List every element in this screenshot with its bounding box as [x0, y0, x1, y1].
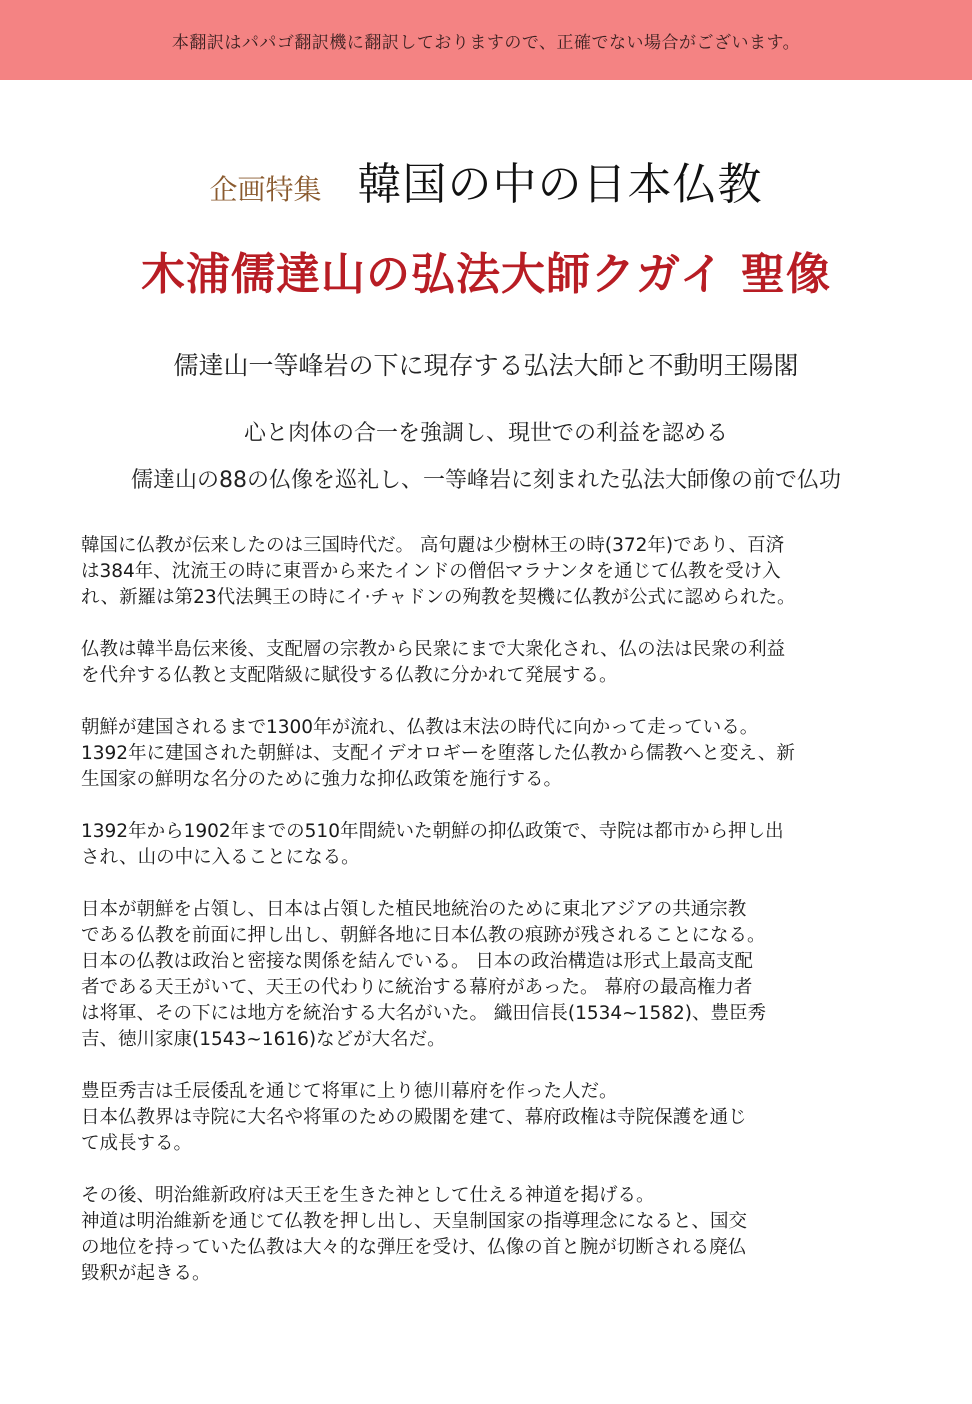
paragraph-line: は384年、沈流王の時に東晋から来たインドの僧侶マラナンタを通じて仏教を受け入: [81, 561, 781, 582]
series-title: 韓国の中の日本仏教: [357, 159, 763, 210]
paragraph-line: 韓国に仏教が伝来したのは三国時代だ。 高句麗は少樹林王の時(372年)であり、百済: [81, 535, 785, 556]
paragraph-line: 日本の仏教は政治と密接な関係を結んでいる。 日本の政治構造は形式上最高支配: [81, 951, 753, 972]
article-paragraph: [81, 637, 893, 689]
paragraph-line: 朝鮮が建国されるまで1300年が流れ、仏教は末法の時代に向かって走っている。: [81, 717, 759, 738]
paragraph-line: 仏教は韓半島伝来後、支配層の宗教から民衆にまで大衆化され、仏の法は民衆の利益: [81, 639, 786, 660]
paragraph-line: 1392年から1902年までの510年間続いた朝鮮の抑仏政策で、寺院は都市から押し出: [81, 821, 784, 842]
article-paragraph: [81, 897, 893, 1053]
paragraph-line: 日本が朝鮮を占領し、日本は占領した植民地統治のために東北アジアの共通宗教: [81, 899, 747, 920]
paragraph-line: され、山の中に入ることになる。: [81, 847, 360, 868]
article-body: [81, 533, 893, 1313]
paragraph-line: その後、明治維新政府は天王を生きた神として仕える神道を掲げる。: [81, 1185, 655, 1206]
paragraph-line: 毀釈が起きる。: [81, 1263, 211, 1284]
article-paragraph: [81, 533, 893, 611]
article-paragraph: [81, 715, 893, 793]
paragraph-line: 生国家の鮮明な名分のために強力な抑仏政策を施行する。: [81, 769, 563, 790]
translation-notice-banner: [0, 0, 972, 80]
series-header: [0, 148, 972, 212]
article-title: 木浦儒達山の弘法大師クガイ 聖像: [141, 249, 831, 300]
paragraph-line: 者である天王がいて、天王の代わりに統治する幕府があった。 幕府の最高権力者: [81, 977, 753, 998]
paragraph-line: て成長する。: [81, 1133, 193, 1154]
paragraph-line: を代弁する仏教と支配階級に賦役する仏教に分かれて発展する。: [81, 665, 618, 686]
paragraph-line: れ、新羅は第23代法興王の時にイ·チャドンの殉教を契機に仏教が公式に認められた。: [81, 587, 796, 608]
paragraph-line: 豊臣秀吉は壬辰倭乱を通じて将軍に上り徳川幕府を作った人だ。: [81, 1081, 618, 1102]
translation-notice-text: 本翻訳はパパゴ翻訳機に翻訳しておりますので、正確でない場合がございます。: [171, 32, 801, 53]
paragraph-line: 神道は明治維新を通じて仏教を押し出し、天皇制国家の指導理念になると、国交: [81, 1211, 748, 1232]
paragraph-line: 吉、徳川家康(1543~1616)などが大名だ。: [81, 1029, 446, 1050]
subtitle-primary: 儒達山一等峰岩の下に現存する弘法大師と不動明王陽閣: [173, 351, 799, 380]
subtitle-tertiary: 儒達山の88の仏像を巡礼し、一等峰岩に刻まれた弘法大師像の前で仏功: [131, 468, 841, 493]
paragraph-line: である仏教を前面に押し出し、朝鮮各地に日本仏教の痕跡が残されることになる。: [81, 925, 766, 946]
article-paragraph: [81, 1183, 893, 1287]
paragraph-line: 1392年に建国された朝鮮は、支配イデオロギーを堕落した仏教から儒教へと変え、新: [81, 743, 795, 764]
paragraph-line: 日本仏教界は寺院に大名や将軍のための殿閣を建て、幕府政権は寺院保護を通じ: [81, 1107, 747, 1128]
subtitle-secondary: 心と肉体の合一を強調し、現世での利益を認める: [243, 421, 728, 446]
series-label: 企画特集: [209, 173, 322, 206]
paragraph-line: の地位を持っていた仏教は大々的な弾圧を受け、仏像の首と腕が切断される廃仏: [81, 1237, 747, 1258]
article-paragraph: [81, 819, 893, 871]
article-paragraph: [81, 1079, 893, 1157]
paragraph-line: は将軍、その下には地方を統治する大名がいた。 織田信長(1534~1582)、豊臣秀: [81, 1003, 766, 1024]
